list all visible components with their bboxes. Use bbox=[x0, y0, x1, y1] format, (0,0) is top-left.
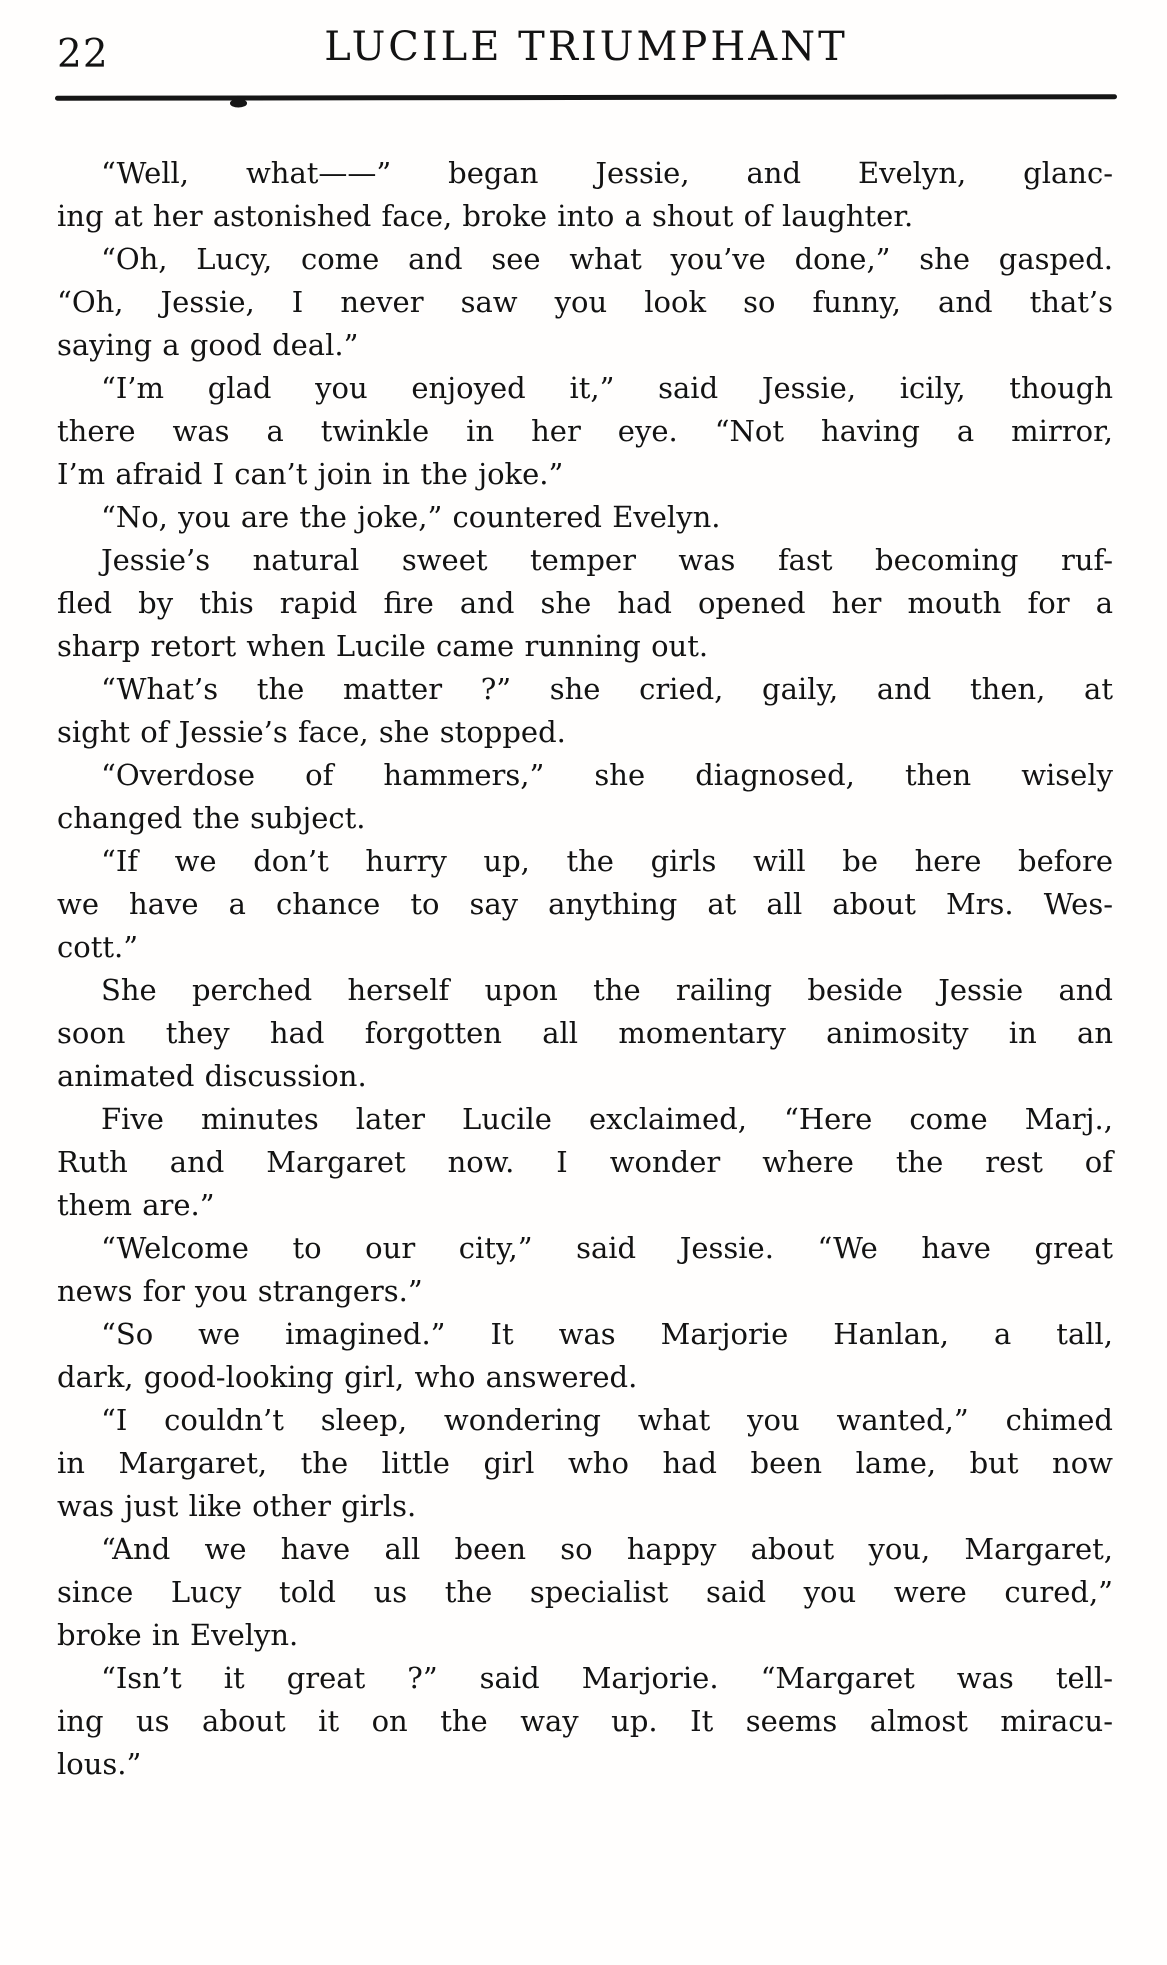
text-line: Five minutes later Lucile exclaimed, “Here come Marj., bbox=[101, 1102, 1113, 1136]
paragraph bbox=[57, 840, 1113, 969]
header-rule bbox=[55, 94, 1117, 100]
paragraph bbox=[57, 668, 1113, 754]
text-line: “No, you are the joke,” countered Evelyn. bbox=[101, 500, 721, 534]
paragraph bbox=[57, 152, 1113, 238]
page-number: 22 bbox=[57, 32, 109, 77]
text-line: “What’s the matter ?” she cried, gaily, and then, at bbox=[101, 672, 1113, 706]
text-line: ing us about it on the way up. It seems almost miracu- bbox=[57, 1704, 1113, 1738]
text-line: animated discussion. bbox=[57, 1059, 367, 1093]
page-text bbox=[57, 152, 1113, 1786]
text-line: we have a chance to say anything at all about Mrs. Wes- bbox=[57, 887, 1113, 921]
text-line: was just like other girls. bbox=[57, 1489, 417, 1523]
text-line: “Overdose of hammers,” she diagnosed, then wisely bbox=[101, 758, 1113, 792]
running-title: LUCILE TRIUMPHANT bbox=[324, 24, 848, 70]
paragraph bbox=[57, 1399, 1113, 1528]
text-line: news for you strangers.” bbox=[57, 1274, 423, 1308]
paragraph bbox=[57, 1098, 1113, 1227]
paragraph bbox=[57, 969, 1113, 1098]
text-line: Jessie’s natural sweet temper was fast becoming ruf- bbox=[101, 543, 1113, 577]
text-line: changed the subject. bbox=[57, 801, 366, 835]
text-line: broke in Evelyn. bbox=[57, 1618, 299, 1652]
text-line: sharp retort when Lucile came running out. bbox=[57, 629, 709, 663]
page-header bbox=[57, 24, 1115, 82]
paragraph bbox=[57, 367, 1113, 496]
text-line: fled by this rapid fire and she had opened her mouth for a bbox=[57, 586, 1113, 620]
text-line: “Well, what——” began Jessie, and Evelyn, glanc- bbox=[101, 156, 1113, 190]
text-line: “I couldn’t sleep, wondering what you wanted,” chimed bbox=[101, 1403, 1113, 1437]
text-line: “If we don’t hurry up, the girls will be here before bbox=[101, 844, 1113, 878]
paragraph bbox=[57, 1313, 1113, 1399]
paragraph bbox=[57, 1227, 1113, 1313]
paragraph bbox=[57, 238, 1113, 367]
text-line: “I’m glad you enjoyed it,” said Jessie, icily, though bbox=[101, 371, 1113, 405]
text-line: ing at her astonished face, broke into a shout of laughter. bbox=[57, 199, 914, 233]
text-line: She perched herself upon the railing beside Jessie and bbox=[101, 973, 1113, 1007]
text-line: I’m afraid I can’t join in the joke.” bbox=[57, 457, 564, 491]
text-line: “And we have all been so happy about you, Margaret, bbox=[101, 1532, 1113, 1566]
text-line: Ruth and Margaret now. I wonder where the rest of bbox=[57, 1145, 1113, 1179]
text-line: saying a good deal.” bbox=[57, 328, 359, 362]
paragraph bbox=[57, 1528, 1113, 1657]
paragraph bbox=[57, 1657, 1113, 1786]
text-line: sight of Jessie’s face, she stopped. bbox=[57, 715, 566, 749]
text-line: there was a twinkle in her eye. “Not having a mirror, bbox=[57, 414, 1113, 448]
text-line: cott.” bbox=[57, 930, 139, 964]
text-line: “Oh, Jessie, I never saw you look so funny, and that’s bbox=[57, 285, 1113, 319]
text-line: “Isn’t it great ?” said Marjorie. “Margaret was tell- bbox=[101, 1661, 1113, 1695]
text-line: since Lucy told us the specialist said you were cured,” bbox=[57, 1575, 1113, 1609]
text-line: “Welcome to our city,” said Jessie. “We have great bbox=[101, 1231, 1113, 1265]
text-line: lous.” bbox=[57, 1747, 142, 1781]
paragraph bbox=[57, 496, 1113, 539]
paragraph bbox=[57, 539, 1113, 668]
text-line: “So we imagined.” It was Marjorie Hanlan, a tall, bbox=[101, 1317, 1113, 1351]
text-line: dark, good-looking girl, who answered. bbox=[57, 1360, 638, 1394]
text-line: “Oh, Lucy, come and see what you’ve done,” she gasped. bbox=[101, 242, 1113, 276]
text-line: soon they had forgotten all momentary animosity in an bbox=[57, 1016, 1113, 1050]
text-line: them are.” bbox=[57, 1188, 215, 1222]
paragraph bbox=[57, 754, 1113, 840]
text-line: in Margaret, the little girl who had been lame, but now bbox=[57, 1446, 1113, 1480]
